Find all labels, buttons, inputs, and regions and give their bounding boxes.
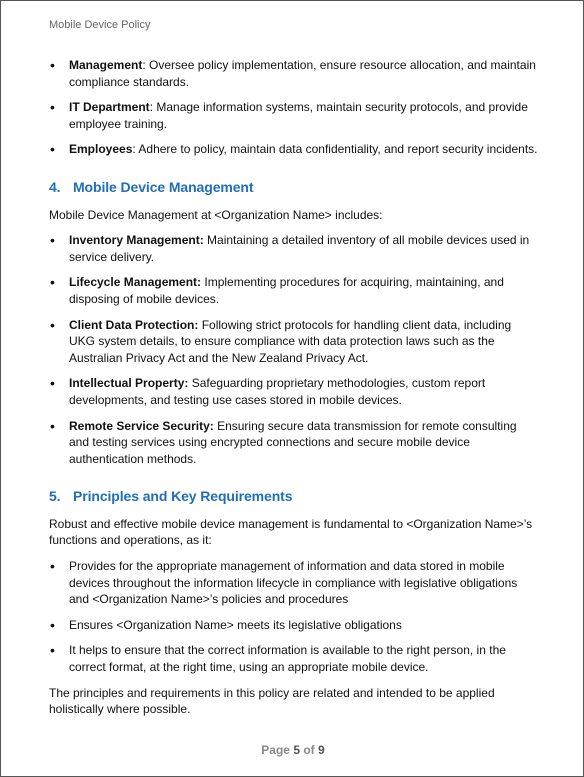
list-item [49,317,539,367]
item-term: IT Department [69,100,150,115]
section-number: 5. [49,488,61,505]
page-total: 9 [318,743,325,757]
page-footer: Page 5 of 9 [261,743,325,757]
list-item: • Employees: Adhere to policy, maintain data confidentiality, and report security incidents. [49,141,539,158]
section-number: 4. [49,178,61,195]
list-item [49,418,539,468]
item-term: Inventory Management: [69,233,204,248]
item-term: Employees [69,142,133,157]
list-item: • It helps to ensure that the correct information is available to the right person, in the correct format, at the right time, using an appropriate mobile device. [49,642,539,675]
principles-list [49,558,539,676]
section-intro: Robust and effective mobile device management is fundamental to <Organization Name>’s functions and operations, as it: [49,516,533,548]
section-title: Principles and Key Requirements [73,488,293,505]
list-item: • Ensures <Organization Name> meets its legislative obligations [49,617,539,634]
closing-paragraph: The principles and requirements in this policy are related and intended to be applied holistically where possible. [49,685,495,717]
item-term: Lifecycle Management: [69,275,202,290]
item-text: Manage information systems, maintain security protocols, and provide employee training. [69,100,528,131]
list-item [49,232,539,265]
list-item: • Management: Oversee policy implementation, ensure resource allocation, and maintain compliance standards. [49,57,539,90]
item-term: Remote Service Security: [69,418,214,433]
item-text: Following strict protocols for handling client data, including UKG system details, to ensure compliance with data protection laws such as the Australian Privacy Act and the New Zealand Privacy Act. [69,317,512,365]
list-item: • IT Department: Manage information systems, maintain security protocols, and provide employee training. [49,99,539,132]
item-text: Ensuring secure data transmission for remote consulting and testing services using encrypted connections and secure mobile device authentication methods. [69,418,517,466]
item-text: Adhere to policy, maintain data confidentiality, and report security incidents. [135,142,538,157]
mdm-list [49,232,539,467]
item-term: Client Data Protection: [69,317,199,332]
list-item [49,274,539,307]
item-term: Intellectual Property: [69,376,189,391]
item-text: Oversee policy implementation, ensure resource allocation, and maintain compliance standards. [69,58,536,89]
item-text: Maintaining a detailed inventory of all mobile devices used in service delivery. [69,233,530,264]
list-item: • Provides for the appropriate management of information and data stored in mobile devices throughout the information lifecycle in compliance with legislative obligations and <Organization Name>’s policies and procedures [49,558,539,608]
section-title: Mobile Device Management [73,178,254,195]
item-text: Implementing procedures for acquiring, maintaining, and disposing of mobile devices. [69,275,504,306]
roles-list [49,57,539,158]
section-heading [49,179,539,196]
section-intro: Mobile Device Management at <Organization Name> includes: [49,207,383,222]
item-text: Safeguarding proprietary methodologies, custom report developments, and testing use cases stored in mobile devices. [69,376,486,407]
page-header: Mobile Device Policy [49,19,151,31]
section-heading [49,488,539,505]
item-term: Management [69,58,143,72]
page-number: 5 [293,743,300,757]
page-content [49,57,539,727]
list-item [49,375,539,408]
